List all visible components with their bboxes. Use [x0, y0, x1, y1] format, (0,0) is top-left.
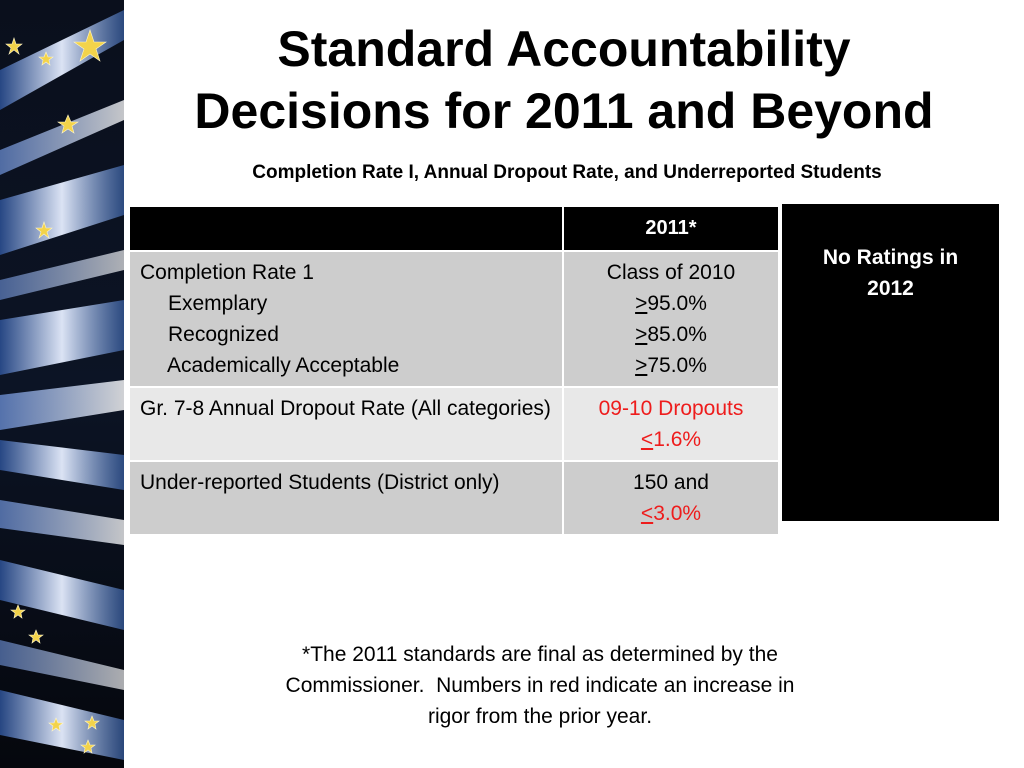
value-title: Class of 2010 [606, 261, 736, 284]
row-label-sub: Academically Acceptable [167, 354, 400, 377]
value-title: 09-10 Dropouts [598, 397, 744, 420]
footnote [200, 639, 880, 732]
row-value [563, 387, 779, 461]
threshold-value: 1.6% [653, 428, 702, 451]
threshold-value: 95.0% [647, 292, 707, 315]
value-title: 150 and [633, 471, 709, 494]
value-line [570, 288, 772, 319]
decorative-side-border [0, 0, 124, 768]
comparison-symbol: > [635, 354, 648, 377]
row-label: Gr. 7-8 Annual Dropout Rate (All categories) [129, 387, 563, 461]
no-ratings-line-2: 2012 [867, 277, 914, 300]
row-label [129, 251, 563, 387]
row-label-title: Completion Rate 1 [140, 261, 314, 284]
slide-title [124, 18, 1004, 142]
value-line [570, 319, 772, 350]
value-line [570, 350, 772, 381]
row-label-sub: Exemplary [168, 292, 268, 315]
row-label-sub: Recognized [168, 323, 279, 346]
no-ratings-box [782, 204, 999, 521]
threshold-value: 3.0% [653, 502, 702, 525]
header-year-cell: 2011* [563, 206, 779, 251]
value-line [570, 424, 772, 455]
row-value [563, 461, 779, 535]
value-line [570, 498, 772, 529]
threshold-value: 85.0% [647, 323, 707, 346]
footnote-line: Commissioner. Numbers in red indicate an increase in [285, 674, 795, 697]
comparison-symbol: > [635, 323, 648, 346]
standards-table [128, 205, 780, 536]
comparison-symbol: < [640, 502, 654, 525]
table-row [129, 387, 779, 461]
footnote-line: rigor from the prior year. [427, 705, 653, 728]
table-row [129, 251, 779, 387]
threshold-value: 75.0% [647, 354, 707, 377]
title-line-1: Standard Accountability [277, 21, 851, 77]
comparison-symbol: > [635, 292, 648, 315]
table-row [129, 461, 779, 535]
table-header-row [129, 206, 779, 251]
no-ratings-line-1: No Ratings in [822, 246, 959, 269]
title-line-2: Decisions for 2011 and Beyond [194, 83, 934, 139]
comparison-symbol: < [640, 428, 654, 451]
header-blank-cell [129, 206, 563, 251]
slide-subtitle: Completion Rate I, Annual Dropout Rate, and Underreported Students [252, 162, 882, 183]
row-label: Under-reported Students (District only) [129, 461, 563, 535]
footnote-line: *The 2011 standards are final as determined by the [302, 643, 778, 666]
row-value [563, 251, 779, 387]
